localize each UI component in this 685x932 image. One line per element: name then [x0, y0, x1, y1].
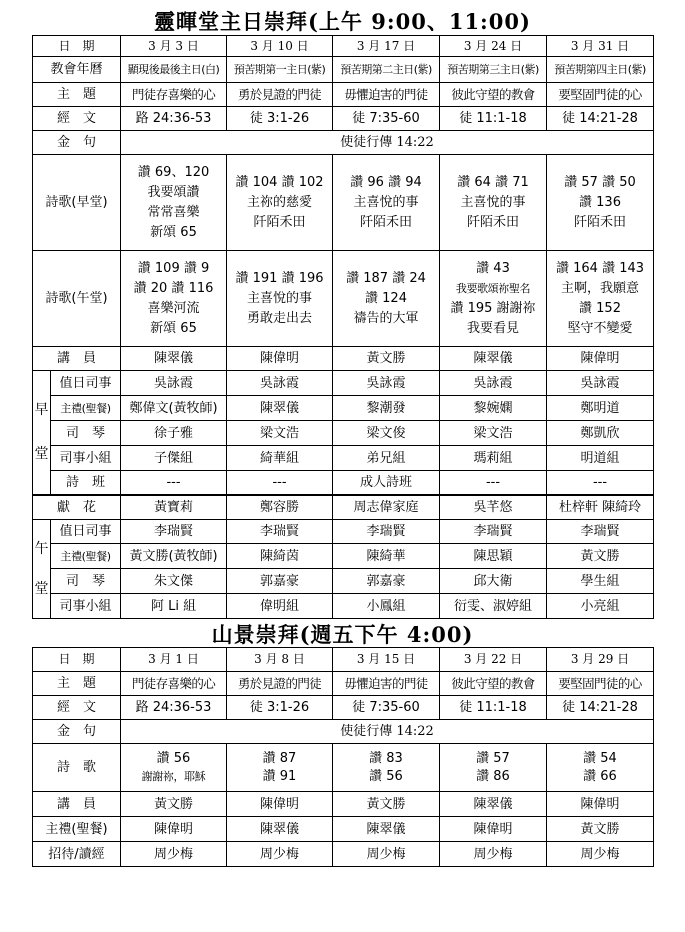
hymns-late-row [33, 251, 654, 347]
hymn-line: 讚 109 讚 9 [137, 260, 210, 276]
flowers-cell: 鄭容勝 [227, 495, 333, 520]
friday-service-title: 山景崇拜(週五下午 4:00) [211, 622, 474, 647]
scripture-cell: 徒 7:35-60 [333, 107, 440, 131]
hymn-line: 常常喜樂 [147, 204, 200, 220]
hymn-line: 讚 191 讚 196 [235, 270, 324, 286]
early-pianist-cell: 徐子雅 [121, 421, 227, 446]
calendar-cell: 預苦期第四主日(紫) [547, 57, 654, 83]
row-label-early-pianist: 司 琴 [51, 421, 121, 446]
friday-scripture-cell: 徒 14:21-28 [547, 696, 654, 720]
hymn-line: 讚 96 讚 94 [350, 174, 422, 190]
hymn-line: 我要歌頌祢聖名 [455, 281, 531, 295]
theme-cell: 門徒存喜樂的心 [121, 83, 227, 107]
friday-date-cell: 3 月 29 日 [547, 648, 654, 672]
hymns-early-row [33, 155, 654, 251]
row-label-scripture: 經 文 [33, 107, 121, 131]
hymn-cell [440, 251, 547, 347]
hymn-line: 禱告的大軍 [353, 310, 419, 326]
hymn-line: 喜樂河流 [147, 300, 200, 316]
friday-officiant-cell: 陳偉明 [440, 817, 547, 842]
hymn-line: 我要看見 [467, 320, 520, 336]
hymn-line: 讚 136 [579, 194, 621, 210]
friday-row-label-date: 日 期 [33, 648, 121, 672]
late-usher-cell: 李瑞賢 [547, 520, 654, 544]
theme-cell: 勇於見證的門徒 [227, 83, 333, 107]
flowers-row [33, 495, 654, 520]
friday-hymn-cell [333, 744, 440, 792]
friday-scripture-cell: 路 24:36-53 [121, 696, 227, 720]
friday-row-label-reader: 招待/讀經 [33, 842, 121, 867]
scripture-cell: 徒 14:21-28 [547, 107, 654, 131]
preacher-cell: 陳偉明 [227, 347, 333, 371]
late-officiant-row [33, 544, 654, 569]
preacher-cell: 黃文勝 [333, 347, 440, 371]
hymn-line: 讚 57 讚 50 [564, 174, 636, 190]
early-pianist-row [33, 421, 654, 446]
preacher-cell: 陳偉明 [547, 347, 654, 371]
hymn-cell [333, 251, 440, 347]
friday-reader-cell: 周少梅 [547, 842, 654, 867]
row-label-flowers: 獻 花 [33, 495, 121, 520]
friday-golden-verse-row [33, 720, 654, 744]
early-choir-cell: --- [547, 471, 654, 495]
late-pianist-row [33, 569, 654, 594]
early-officiant-cell: 黎婉嫻 [440, 396, 547, 421]
hymn-line: 讚 66 [583, 768, 617, 784]
friday-officiant-cell: 陳翠儀 [227, 817, 333, 842]
late-officiant-cell: 黃文勝 [547, 544, 654, 569]
preacher-cell: 陳翠儀 [121, 347, 227, 371]
early-usher-group-cell: 弟兄組 [333, 446, 440, 471]
friday-hymn-cell [227, 744, 333, 792]
late-usher-row [33, 520, 654, 544]
late-usher-group-cell: 小鳳組 [333, 594, 440, 619]
hymn-line: 新頌 65 [150, 320, 197, 336]
hymn-line: 讚 57 [476, 750, 510, 766]
early-usher-cell: 吳詠霞 [121, 371, 227, 396]
early-usher-row [33, 371, 654, 396]
late-usher-group-cell: 小亮組 [547, 594, 654, 619]
preacher-row [33, 347, 654, 371]
friday-scripture-cell: 徒 3:1-26 [227, 696, 333, 720]
early-pianist-cell: 梁文浩 [227, 421, 333, 446]
row-label-hymns-early: 詩歌(早堂) [33, 155, 121, 251]
friday-schedule-table [32, 647, 654, 867]
early-usher-cell: 吳詠霞 [227, 371, 333, 396]
friday-preacher-cell: 陳偉明 [227, 792, 333, 817]
hymn-line: 讚 69、120 [137, 164, 210, 180]
early-choir-cell: 成人詩班 [333, 471, 440, 495]
late-officiant-cell: 陳思穎 [440, 544, 547, 569]
friday-row-label-officiant: 主禮(聖餐) [33, 817, 121, 842]
late-usher-group-cell: 阿 Li 組 [121, 594, 227, 619]
preacher-cell: 陳翠儀 [440, 347, 547, 371]
theme-row [33, 83, 654, 107]
friday-row-label-theme: 主 題 [33, 672, 121, 696]
calendar-cell: 預苦期第三主日(紫) [440, 57, 547, 83]
friday-officiant-cell: 陳偉明 [121, 817, 227, 842]
hymn-cell [121, 251, 227, 347]
calendar-cell: 預苦期第二主日(紫) [333, 57, 440, 83]
late-pianist-cell: 學生組 [547, 569, 654, 594]
hymn-cell [333, 155, 440, 251]
friday-hymns-row [33, 744, 654, 792]
friday-preacher-cell: 黃文勝 [333, 792, 440, 817]
hymn-line: 讚 54 [583, 750, 617, 766]
late-usher-group-cell: 偉明組 [227, 594, 333, 619]
hymn-line: 主祢的慈愛 [247, 194, 313, 210]
hymn-line: 主喜悅的事 [247, 290, 313, 306]
hymn-line: 讚 187 讚 24 [346, 270, 426, 286]
hymn-line: 讚 124 [365, 290, 407, 306]
friday-scripture-row [33, 696, 654, 720]
hymn-line: 主啊，我願意 [561, 280, 640, 296]
hymn-cell [547, 251, 654, 347]
early-choir-cell: --- [440, 471, 547, 495]
early-pianist-cell: 梁文浩 [440, 421, 547, 446]
calendar-cell: 顯現後最後主日(白) [121, 57, 227, 83]
hymn-cell [547, 155, 654, 251]
hymn-line: 主喜悅的事 [460, 194, 526, 210]
early-usher-group-cell: 明道組 [547, 446, 654, 471]
row-label-golden-verse: 金 句 [33, 131, 121, 155]
flowers-cell: 黃寶莉 [121, 495, 227, 520]
flowers-cell: 周志偉家庭 [333, 495, 440, 520]
calendar-row [33, 57, 654, 83]
friday-theme-cell: 毋懼迫害的門徒 [333, 672, 440, 696]
hymn-line: 我要頌讚 [147, 184, 200, 200]
hymn-line: 讚 195 謝謝祢 [450, 300, 536, 316]
late-usher-cell: 李瑞賢 [227, 520, 333, 544]
late-officiant-cell: 黃文勝(黃牧師) [121, 544, 227, 569]
row-label-theme: 主 題 [33, 83, 121, 107]
friday-scripture-cell: 徒 7:35-60 [333, 696, 440, 720]
friday-officiant-row [33, 817, 654, 842]
early-officiant-row [33, 396, 654, 421]
friday-officiant-cell: 陳翠儀 [333, 817, 440, 842]
late-pianist-cell: 郭嘉豪 [227, 569, 333, 594]
hymn-cell [227, 251, 333, 347]
date-cell: 3 月 31 日 [547, 36, 654, 57]
hymn-cell [440, 155, 547, 251]
early-officiant-cell: 鄭偉文(黃牧師) [121, 396, 227, 421]
early-pianist-cell: 梁文俊 [333, 421, 440, 446]
friday-row-label-preacher: 講 員 [33, 792, 121, 817]
friday-preacher-row [33, 792, 654, 817]
row-label-preacher: 講 員 [33, 347, 121, 371]
late-pianist-cell: 郭嘉豪 [333, 569, 440, 594]
row-label-late-officiant: 主禮(聖餐) [51, 544, 121, 569]
friday-date-cell: 3 月 8 日 [227, 648, 333, 672]
row-label-late-usher: 值日司事 [51, 520, 121, 544]
early-choir-cell: --- [227, 471, 333, 495]
hymn-line: 堅守不變愛 [567, 320, 633, 336]
hymn-line: 讚 43 [476, 260, 510, 276]
friday-preacher-cell: 陳偉明 [547, 792, 654, 817]
hymn-line: 讚 86 [476, 768, 510, 784]
late-service-side-label: 午 堂 [33, 520, 51, 619]
hymn-line: 讚 56 [369, 768, 403, 784]
friday-reader-cell: 周少梅 [333, 842, 440, 867]
hymn-line: 讚 56 [156, 750, 191, 766]
early-choir-row [33, 471, 654, 495]
early-usher-cell: 吳詠霞 [333, 371, 440, 396]
late-officiant-cell: 陳綺茵 [227, 544, 333, 569]
theme-cell: 彼此守望的教會 [440, 83, 547, 107]
flowers-cell: 吳芊悠 [440, 495, 547, 520]
hymn-line: 讚 104 讚 102 [235, 174, 324, 190]
friday-reader-cell: 周少梅 [440, 842, 547, 867]
theme-cell: 毋懼迫害的門徒 [333, 83, 440, 107]
sunday-schedule-table [32, 35, 654, 619]
friday-date-cell: 3 月 15 日 [333, 648, 440, 672]
friday-reader-cell: 周少梅 [121, 842, 227, 867]
early-choir-cell: --- [121, 471, 227, 495]
early-service-side-label: 早 堂 [33, 371, 51, 495]
calendar-cell: 預苦期第一主日(紫) [227, 57, 333, 83]
hymn-cell [121, 155, 227, 251]
row-label-hymns-late: 詩歌(午堂) [33, 251, 121, 347]
hymn-line: 讚 164 讚 143 [556, 260, 645, 276]
friday-theme-cell: 要堅固門徒的心 [547, 672, 654, 696]
scripture-cell: 徒 3:1-26 [227, 107, 333, 131]
friday-theme-cell: 門徒存喜樂的心 [121, 672, 227, 696]
friday-date-cell: 3 月 22 日 [440, 648, 547, 672]
hymn-line: 阡陌禾田 [574, 214, 627, 230]
hymn-line: 讚 64 讚 71 [457, 174, 529, 190]
friday-row-label-scripture: 經 文 [33, 696, 121, 720]
friday-theme-cell: 勇於見證的門徒 [227, 672, 333, 696]
row-label-early-usher: 值日司事 [51, 371, 121, 396]
hymn-line: 阡陌禾田 [360, 214, 413, 230]
hymn-line: 讚 83 [369, 750, 403, 766]
hymn-cell [227, 155, 333, 251]
friday-officiant-cell: 黃文勝 [547, 817, 654, 842]
row-label-early-usher-group: 司事小組 [51, 446, 121, 471]
hymn-line: 讚 152 [579, 300, 621, 316]
row-label-early-officiant: 主禮(聖餐) [51, 396, 121, 421]
early-officiant-cell: 陳翠儀 [227, 396, 333, 421]
row-label-calendar: 教會年曆 [33, 57, 121, 83]
row-label-late-usher-group: 司事小組 [51, 594, 121, 619]
friday-date-row [33, 648, 654, 672]
row-label-early-choir: 詩 班 [51, 471, 121, 495]
hymn-line: 謝謝祢，耶穌 [141, 769, 206, 783]
row-label-date: 日 期 [33, 36, 121, 57]
early-usher-group-cell: 瑪莉組 [440, 446, 547, 471]
late-usher-cell: 李瑞賢 [333, 520, 440, 544]
friday-preacher-cell: 陳翠儀 [440, 792, 547, 817]
golden-verse-row [33, 131, 654, 155]
hymn-line: 讚 91 [262, 768, 297, 784]
friday-hymn-cell [547, 744, 654, 792]
friday-theme-cell: 彼此守望的教會 [440, 672, 547, 696]
early-officiant-cell: 黎潮發 [333, 396, 440, 421]
early-usher-cell: 吳詠霞 [547, 371, 654, 396]
late-officiant-cell: 陳綺華 [333, 544, 440, 569]
flowers-cell: 杜梓軒 陳綺玲 [547, 495, 654, 520]
friday-row-label-golden-verse: 金 句 [33, 720, 121, 744]
friday-row-label-hymns: 詩 歌 [33, 744, 121, 792]
friday-reader-cell: 周少梅 [227, 842, 333, 867]
early-usher-group-cell: 綺華組 [227, 446, 333, 471]
early-officiant-cell: 鄭明道 [547, 396, 654, 421]
date-cell: 3 月 10 日 [227, 36, 333, 57]
hymn-line: 讚 20 讚 116 [133, 280, 214, 296]
hymn-line: 讚 87 [262, 750, 297, 766]
friday-scripture-cell: 徒 11:1-18 [440, 696, 547, 720]
date-cell: 3 月 17 日 [333, 36, 440, 57]
row-label-late-pianist: 司 琴 [51, 569, 121, 594]
date-cell: 3 月 24 日 [440, 36, 547, 57]
friday-golden-verse-cell: 使徒行傳 14:22 [121, 720, 654, 744]
early-usher-group-cell: 子傑組 [121, 446, 227, 471]
date-cell: 3 月 3 日 [121, 36, 227, 57]
sunday-service-title: 靈暉堂主日崇拜(上午 9:00、11:00) [154, 9, 531, 34]
late-usher-cell: 李瑞賢 [121, 520, 227, 544]
early-usher-group-row [33, 446, 654, 471]
friday-theme-row [33, 672, 654, 696]
hymn-line: 阡陌禾田 [467, 214, 520, 230]
scripture-cell: 路 24:36-53 [121, 107, 227, 131]
hymn-line: 勇敢走出去 [247, 310, 313, 326]
late-pianist-cell: 朱文傑 [121, 569, 227, 594]
hymn-line: 阡陌禾田 [253, 214, 306, 230]
early-pianist-cell: 鄭凱欣 [547, 421, 654, 446]
friday-date-cell: 3 月 1 日 [121, 648, 227, 672]
early-usher-cell: 吳詠霞 [440, 371, 547, 396]
friday-hymn-cell [121, 744, 227, 792]
scripture-row [33, 107, 654, 131]
scripture-cell: 徒 11:1-18 [440, 107, 547, 131]
hymn-line: 新頌 65 [150, 224, 197, 240]
theme-cell: 要堅固門徒的心 [547, 83, 654, 107]
late-usher-cell: 李瑞賢 [440, 520, 547, 544]
late-usher-group-cell: 衍雯、淑婷組 [440, 594, 547, 619]
golden-verse-cell: 使徒行傳 14:22 [121, 131, 654, 155]
date-row [33, 36, 654, 57]
hymn-line: 主喜悅的事 [353, 194, 419, 210]
late-pianist-cell: 邱大衛 [440, 569, 547, 594]
late-usher-group-row [33, 594, 654, 619]
friday-preacher-cell: 黃文勝 [121, 792, 227, 817]
friday-reader-row [33, 842, 654, 867]
friday-hymn-cell [440, 744, 547, 792]
